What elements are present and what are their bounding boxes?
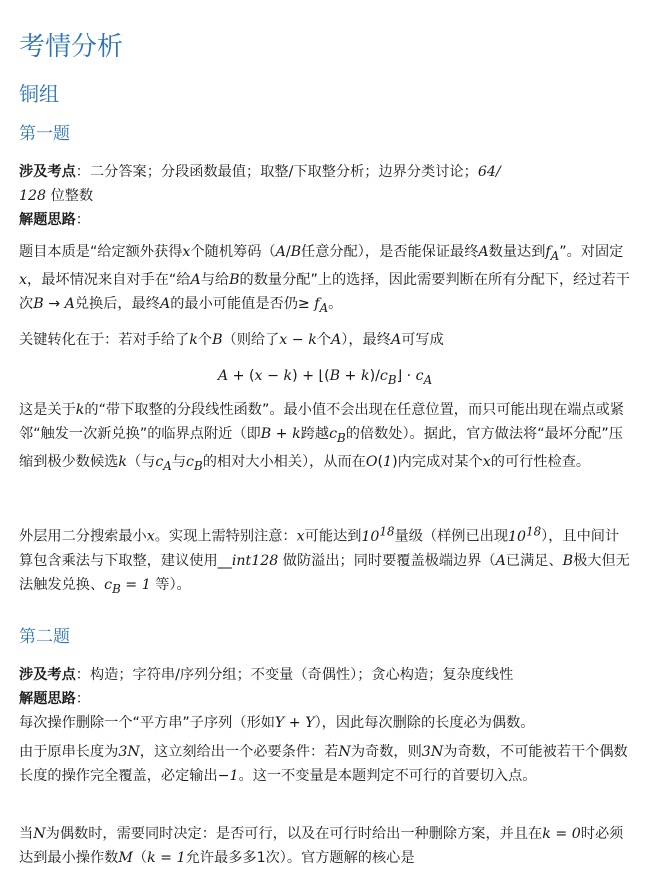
page-title: 考情分析 (19, 32, 124, 62)
problem-1-paragraph-4: 外层用二分搜索最小x。实现上需特别注意：x可能达到$10^{18}$量级（样例已出现$10^{18}$），且中间计算包含乘法与下取整，建议使用__int128 做防溢出；同时要覆盖极端边界（A已满足、B极大但无法触发兑换、$c_B = 1$ 等）。 (19, 524, 630, 596)
problem-1-heading: 第一题 (19, 124, 70, 144)
problem-2-paragraph-2: 由于原串长度为3N，这立刻给出一个必要条件：若N为奇数，则3N为奇数，不可能被若干个偶数长度的操作完全覆盖，必定输出−1。这一不变量是本题判定不可行的首要切入点。 (19, 744, 628, 784)
problem-1-paragraph-1: 题目本质是“给定额外获得x个随机筹码（A/B任意分配），是否能保证最终A数量达到$f_A$”。对固定x，最坏情况来自对手在“给A与给B的数量分配”上的选择，因此需要判断在所有分配下，经过若干次B → A兑换后，最终A的最小可能值是否仍≥ $f_A$。 (19, 244, 630, 315)
idea-label: 解题思路 (19, 212, 76, 228)
problem-1-paragraph-3: 这是关于k的“带下取整的分段线性函数”。最小值不会出现在任意位置，而只可能出现在端点或紧邻“触发一次新兑换”的临界点附近（即B + k跨越$c_B$的倍数处）。据此，官方做法将“最坏分配”压缩到极少数候选k（与$c_A$与$c_B$的相对大小相关），从而在O(1)内完成对某个x的可行性检查。 (19, 402, 625, 473)
problem-2-topics: 涉及考点：构造；字符串/序列分组；不变量（奇偶性）；贪心构造；复杂度线性 解题思路： (19, 667, 514, 707)
formula: A + (x − k) + ⌊(B + $k)/c_B⌋ \cdot c_A$ (217, 368, 433, 387)
problem-1-paragraph-2: 关键转化在于：若对手给了k个B（则给了x − k个A），最终A可写成 (19, 332, 444, 348)
group-heading: 铜组 (19, 82, 59, 106)
problem-2-heading: 第二题 (19, 627, 70, 647)
topics-label: 涉及考点 (19, 164, 76, 180)
problem-2-paragraph-1: 每次操作删除一个“平方串”子序列（形如Y + Y），因此每次删除的长度必为偶数。 (19, 715, 535, 731)
problem-1-topics: 涉及考点：二分答案；分段函数最值；取整/下取整分析；边界分类讨论；64/ 128 位整数 解题思路： (19, 164, 501, 228)
idea-label-2: 解题思路 (19, 691, 76, 707)
problem-2-paragraph-3: 当N为偶数时，需要同时决定：是否可行，以及在可行时给出一种删除方案，并且在k = 0时必须达到最小操作数M（k = 1允许最多多1次）。官方题解的核心是 (19, 826, 624, 866)
topics-label-2: 涉及考点 (19, 667, 76, 683)
